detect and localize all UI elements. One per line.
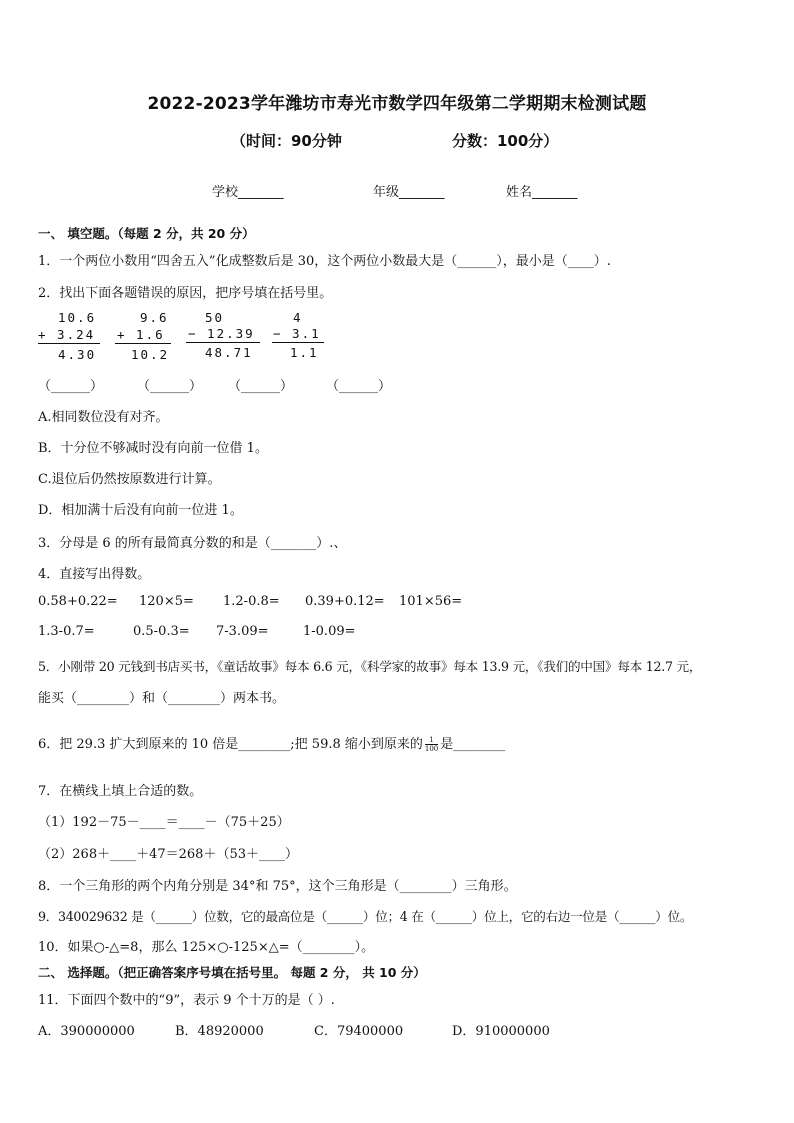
question-7-part-1: （1）192－75－____＝____－（75＋25） xyxy=(38,815,290,830)
question-6 xyxy=(38,733,505,753)
page-title: 2022-2023学年潍坊市寿光市数学四年级第二学期期末检测试题 xyxy=(147,94,647,114)
calc-operand: + 3.24 xyxy=(38,327,96,342)
question-2: 2．找出下面各题错误的原因，把序号填在括号里。 xyxy=(38,286,333,301)
question-7: 7．在横线上填上合适的数。 xyxy=(38,784,203,799)
calc-top: 9.6 xyxy=(140,310,169,325)
question-8: 8．一个三角形的两个内角分别是 34°和 75°，这个三角形是（________）三角形。 xyxy=(38,879,517,894)
oral-calc-item: 0.58+0.22= xyxy=(38,594,118,609)
oral-calc-item: 7-3.09= xyxy=(216,624,269,639)
oral-calc-item: 1.3-0.7= xyxy=(38,624,95,639)
reason-option-a: A.相同数位没有对齐。 xyxy=(38,410,169,425)
answer-blank-3[interactable]: （______） xyxy=(228,379,294,394)
oral-calc-item: 0.5-0.3= xyxy=(133,624,190,639)
calc-result: 48.71 xyxy=(205,345,253,360)
reason-option-b: B．十分位不够减时没有向前一位借 1。 xyxy=(38,441,268,456)
reason-option-d: D．相加满十后没有向前一位进 1。 xyxy=(38,503,243,518)
reason-option-c: C.退位后仍然按原数进行计算。 xyxy=(38,472,221,487)
name-field[interactable]: 姓名_______ xyxy=(506,185,578,200)
question-11: 11．下面四个数中的“9”，表示 9 个十万的是（ ）. xyxy=(38,993,335,1008)
oral-calc-item: 1-0.09= xyxy=(303,624,356,639)
question-5-line-1: 5．小刚带 20 元钱到书店买书，《童话故事》每本 6.6 元，《科学家的故事》每本 13.9 元，《我们的中国》每本 12.7 元， xyxy=(38,659,702,674)
question-6-text-end: 是________ xyxy=(440,737,506,752)
grade-field[interactable]: 年级_______ xyxy=(373,185,445,200)
time-limit: （时间：90分钟 xyxy=(231,132,342,150)
question-4: 4．直接写出得数。 xyxy=(38,567,151,582)
fraction-one-hundredth: $\frac{1}{100}$ xyxy=(424,736,439,753)
calc-result: 10.2 xyxy=(131,347,170,362)
question-9: 9．340029632 是（______）位数，它的最高位是（______）位；4 在（______）位上，它的右边一位是（______）位。 xyxy=(38,909,693,924)
calc-operand: − 12.39 xyxy=(188,326,255,341)
calc-top: 50 xyxy=(205,310,225,325)
choice-c[interactable]: C．79400000 xyxy=(314,1024,404,1039)
calc-result: 4.30 xyxy=(58,347,97,362)
answer-blank-4[interactable]: （______） xyxy=(326,379,392,394)
school-field[interactable]: 学校_______ xyxy=(212,185,284,200)
question-5-line-2: 能买（________）和（________）两本书。 xyxy=(38,691,286,706)
question-3: 3．分母是 6 的所有最简真分数的和是（_______）.、 xyxy=(38,536,347,551)
calc-result: 1.1 xyxy=(290,345,319,360)
section-2-heading: 二、 选择题。（把正确答案序号填在括号里。 每题 2 分， 共 10 分） xyxy=(38,965,426,980)
oral-calc-item: 120×5= xyxy=(139,594,194,609)
oral-calc-item: 1.2-0.8= xyxy=(223,594,280,609)
oral-calc-item: 101×56= xyxy=(399,594,463,609)
calc-top: 4 xyxy=(293,310,303,325)
calc-operand: − 3.1 xyxy=(273,326,321,341)
question-6-text: 6．把 29.3 扩大到原来的 10 倍是________;把 59.8 缩小到原来的 xyxy=(38,737,423,752)
question-10: 10．如果○-△=8，那么 125×○-125×△=（________）。 xyxy=(38,940,375,955)
section-1-heading: 一、 填空题。（每题 2 分，共 20 分） xyxy=(38,226,255,241)
answer-blank-2[interactable]: （______） xyxy=(137,379,203,394)
calc-top: 10.6 xyxy=(58,310,97,325)
total-score: 分数：100分） xyxy=(452,132,559,150)
choice-b[interactable]: B．48920000 xyxy=(175,1024,264,1039)
question-7-part-2: （2）268＋____＋47＝268＋（53＋____） xyxy=(38,847,298,862)
choice-a[interactable]: A．390000000 xyxy=(38,1024,135,1039)
choice-d[interactable]: D．910000000 xyxy=(452,1024,550,1039)
question-1: 1．一个两位小数用“四舍五入”化成整数后是 30，这个两位小数最大是（______），最小是（____）. xyxy=(38,254,611,269)
answer-blank-1[interactable]: （______） xyxy=(38,379,104,394)
oral-calc-item: 0.39+0.12= xyxy=(305,594,385,609)
calc-operand: + 1.6 xyxy=(117,327,165,342)
